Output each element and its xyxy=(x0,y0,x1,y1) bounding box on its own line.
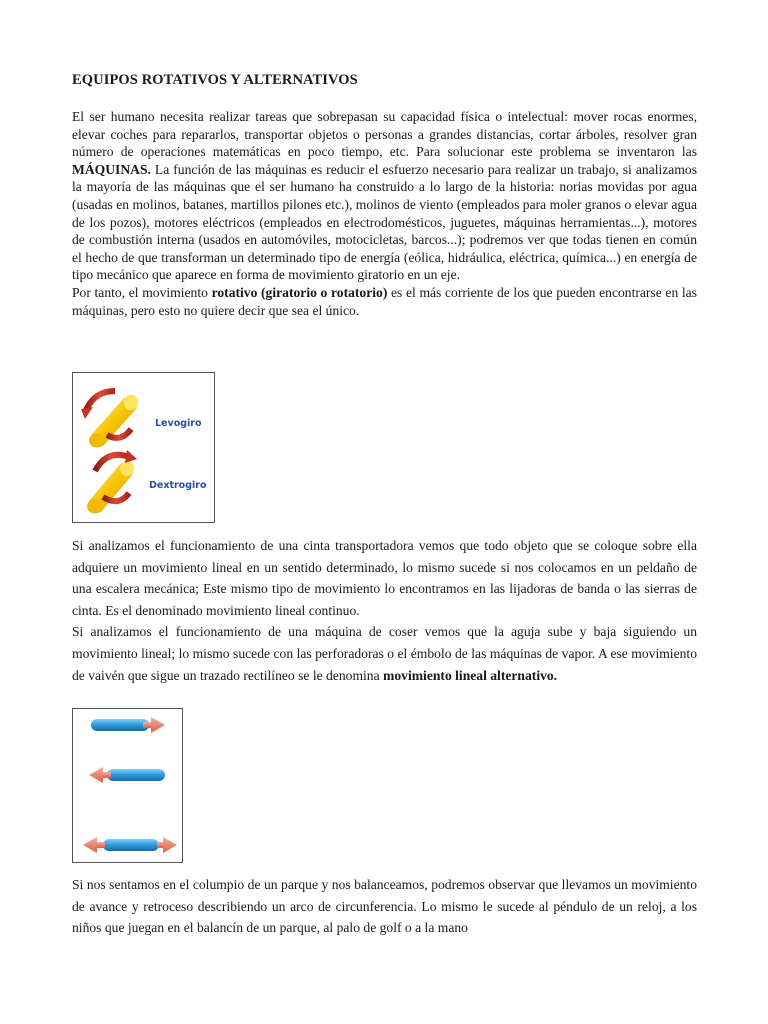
dextrogiro-label: Dextrogiro xyxy=(149,480,207,491)
intro-text-block xyxy=(72,108,697,319)
paragraph-rotary xyxy=(72,284,697,319)
paragraph-machines xyxy=(72,108,697,284)
levogiro-cylinder-icon xyxy=(81,391,138,448)
paragraph-rotary-text: Por tanto, el movimiento xyxy=(72,284,212,300)
arrow-left-icon xyxy=(89,767,165,783)
pendulum-text-block xyxy=(72,874,697,939)
linear-text-block xyxy=(72,535,697,686)
paragraph-rotary-rest: es el más corriente de los que pueden encontrarse en las máquinas, pero esto no quiere decir que sea el único. xyxy=(72,284,697,318)
paragraph-machines-text: El ser humano necesita realizar tareas que sobrepasan su capacidad física o intelectual: mover rocas enormes, elevar coches para repararlos, transportar objetos o personas a grandes distancias, cortar árboles, resolver gran número de operaciones matemáticas en poco tiempo, etc. Para solucionar este problema se inventaron las xyxy=(72,109,697,160)
linear-motion-diagram-icon xyxy=(73,709,182,862)
document-title: EQUIPOS ROTATIVOS Y ALTERNATIVOS xyxy=(72,72,358,88)
arrow-right-icon xyxy=(91,717,165,733)
levogiro-label: Levogiro xyxy=(155,418,202,429)
rotation-diagram-icon xyxy=(73,373,214,522)
arrow-double-icon xyxy=(83,837,177,853)
paragraph-linear-alternating xyxy=(72,621,697,686)
machines-bold-term: MÁQUINAS. xyxy=(72,161,151,177)
linear-alternating-bold-term: movimiento lineal alternativo. xyxy=(383,667,558,683)
linear-motion-figure xyxy=(72,708,183,863)
paragraph-linear-continuous: Si analizamos el funcionamiento de una cinta transportadora vemos que todo objeto que se coloque sobre ella adquiere un movimiento lineal en un sentido determinado, lo mismo sucede si nos colocamos en un peldaño de una escalera mecánica; Este mismo tipo de movimiento lo encontramos en las lijadoras de banda o las sierras de cinta. Es el denominado movimiento lineal continuo. xyxy=(72,538,697,618)
paragraph-linear-alternating-text: Si analizamos el funcionamiento de una máquina de coser vemos que la aguja sube y baja siguiendo un movimiento lineal; lo mismo sucede con las perforadoras o el émbolo de las máquinas de vapor. A ese movimiento de vaivén que sigue un trazado rectilíneo se le denomina xyxy=(72,624,697,683)
paragraph-pendulum: Si nos sentamos en el columpio de un parque y nos balanceamos, podremos observar que llevamos un movimiento de avance y retroceso describiendo un arco de circunferencia. Lo mismo le sucede al péndulo de un reloj, a los niños que juegan en el balancín de un parque, al palo de golf o a la mano xyxy=(72,877,697,936)
dextrogiro-cylinder-icon xyxy=(87,450,137,514)
rotation-figure xyxy=(72,372,215,523)
paragraph-machines-rest: La función de las máquinas es reducir el esfuerzo necesario para realizar un trabajo, si analizamos la mayoría de las máquinas que el ser humano ha construido a lo largo de la historia: norias movidas por agua (usadas en molinos, batanes, martillos pilones etc.), molinos de viento (empleados para moler granos o elevar agua de los pozos), motores eléctricos (empleados en electrodomésticos, juguetes, máquinas herramientas...), motores de combustión interna (usados en automóviles, motocicletas, barcos...); podremos ver que todas tienen en común el hecho de que transforman un determinado tipo de energía (eólica, hidráulica, eléctrica, química...) en energía de tipo mecánico que aparece en forma de movimiento giratorio en un eje. xyxy=(72,161,697,283)
rotary-bold-term: rotativo (giratorio o rotatorio) xyxy=(211,284,388,300)
